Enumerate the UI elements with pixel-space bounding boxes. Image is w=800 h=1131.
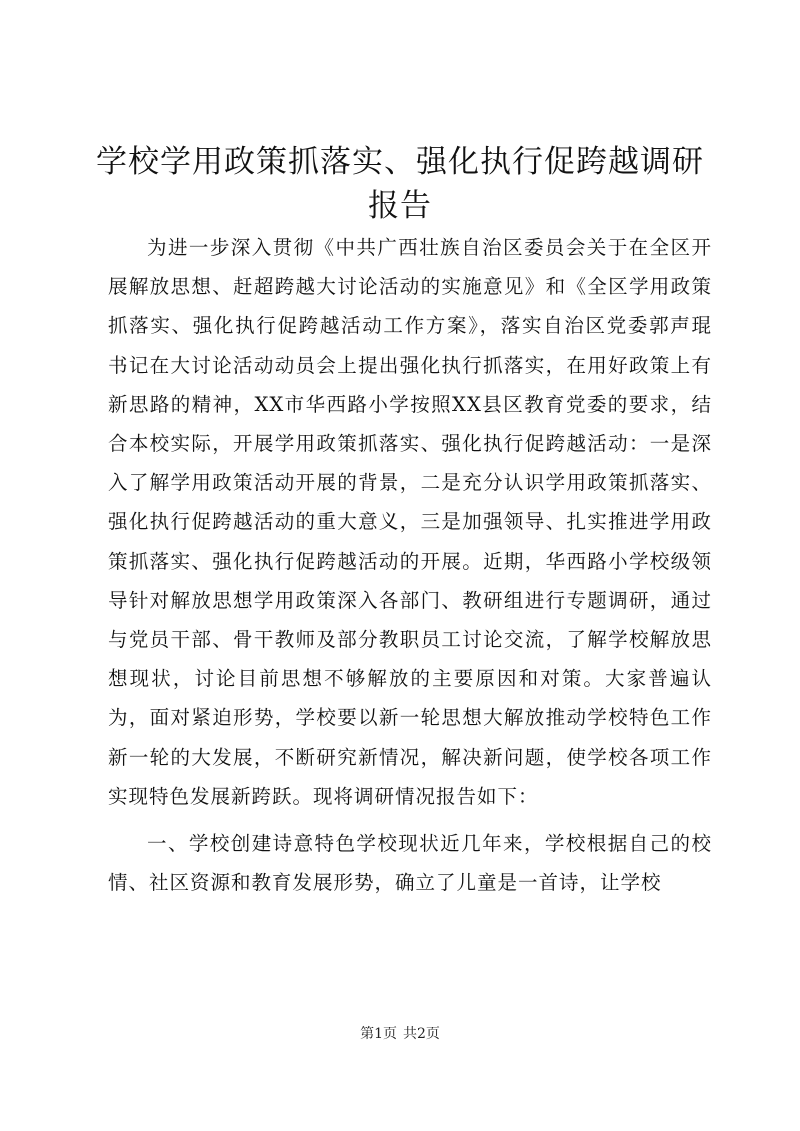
paragraph-section-one: 一、学校创建诗意特色学校现状近几年来，学校根据自己的校情、社区资源和教育发展形势，确立了儿童是一首诗，让学校: [108, 832, 712, 895]
page-footer: [0, 1024, 800, 1044]
paragraph-intro: 为进一步深入贯彻《中共广西壮族自治区委员会关于在全区开展解放思想、赶超跨越大讨论活动的实施意见》和《全区学用政策抓落实、强化执行促跨越活动工作方案》，落实自治区党委郭声琨书记在大讨论活动动员会上提出强化执行抓落实，在用好政策上有新思路的精神，XX市华西路小学按照XX县区教育党委的要求，结合本校实际，开展学用政策抓落实、强化执行促跨越活动：一是深入了解学用政策活动开展的背景，二是充分认识学用政策抓落实、强化执行促跨越活动的重大意义，三是加强领导、扎实推进学用政策抓落实、强化执行促跨越活动的开展。近期，华西路小学校级领导针对解放思想学用政策深入各部门、教研组进行专题调研，通过与党员干部、骨干教师及部分教职员工讨论交流，了解学校解放思想现状，讨论目前思想不够解放的主要原因和对策。大家普遍认为，面对紧迫形势，学校要以新一轮思想大解放推动学校特色工作新一轮的大发展，不断研究新情况，解决新问题，使学校各项工作实现特色发展新跨跃。现将调研情况报告如下：: [108, 236, 712, 808]
page-total: 共2页: [403, 1026, 440, 1042]
document-title: 学校学用政策抓落实、强化执行促跨越调研报告: [96, 144, 704, 224]
document-body: [108, 228, 712, 902]
page-number: 第1页: [360, 1026, 397, 1042]
